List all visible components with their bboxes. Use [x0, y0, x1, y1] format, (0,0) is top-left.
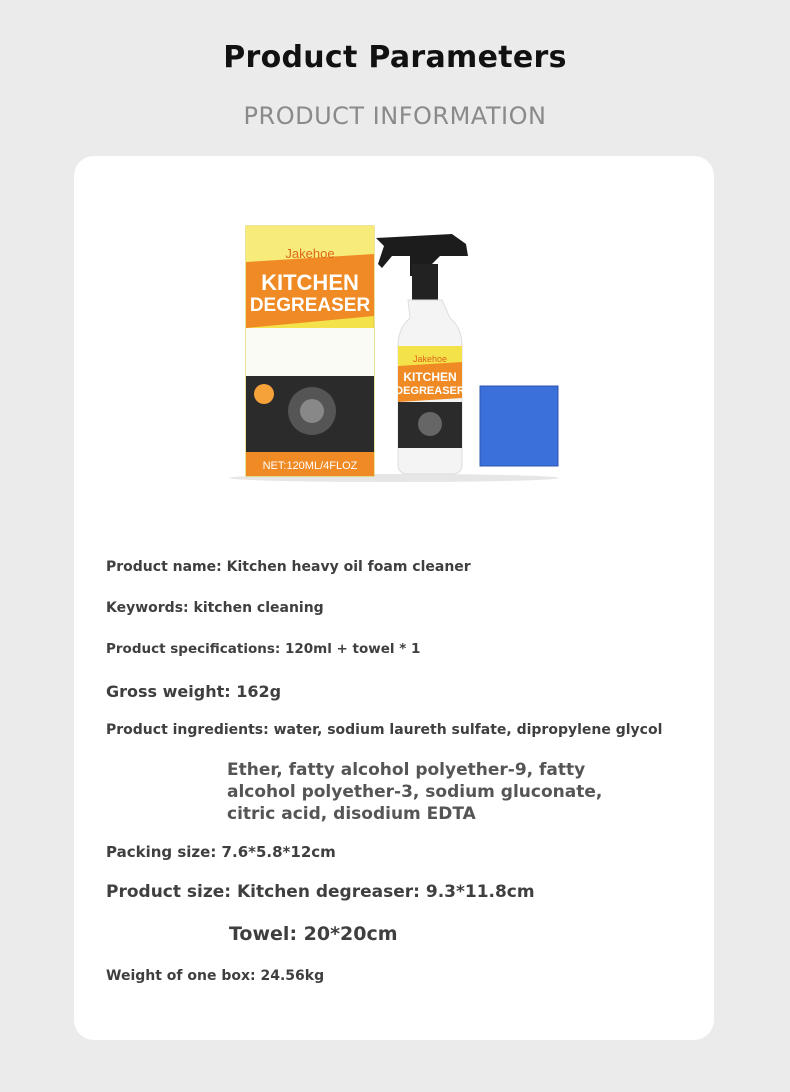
packing-size: Packing size: 7.6*5.8*12cm	[106, 843, 336, 861]
towel	[480, 386, 558, 466]
box-weight: Weight of one box: 24.56kg	[106, 968, 325, 984]
page-title: Product Parameters	[223, 40, 567, 75]
box-title-line2: DEGREASER	[249, 295, 371, 316]
box-title-line1: KITCHEN	[261, 270, 359, 295]
product-ingredients: Product ingredients: water, sodium laureth sulfate, dipropylene glycol	[106, 722, 663, 738]
page-subtitle: PRODUCT INFORMATION	[243, 102, 547, 130]
product-name: Product name: Kitchen heavy oil foam cleaner	[106, 559, 471, 575]
gross-weight: Gross weight: 162g	[106, 682, 282, 701]
keywords: Keywords: kitchen cleaning	[106, 600, 324, 616]
product-size: Product size: Kitchen degreaser: 9.3*11.8cm	[106, 882, 535, 902]
product-ingredients-continued: Ether, fatty alcohol polyether-9, fatty alcohol polyether-3, sodium gluconate, citric acid, disodium EDTA	[227, 760, 603, 824]
bottle-title-line2: DEGREASER	[395, 385, 465, 397]
product-specifications: Product specifications: 120ml + towel * 1	[106, 641, 421, 657]
product-image	[224, 216, 564, 486]
product-box	[246, 226, 374, 476]
spray-bottle	[376, 234, 468, 474]
box-net-text: NET:120ML/4FLOZ	[262, 460, 358, 472]
product-info-card	[74, 156, 714, 1040]
box-brand-text: Jakehoe	[285, 246, 335, 261]
bottle-title-line1: KITCHEN	[403, 370, 457, 384]
towel-size: Towel: 20*20cm	[229, 923, 398, 945]
bottle-brand-text: Jakehoe	[412, 354, 448, 364]
